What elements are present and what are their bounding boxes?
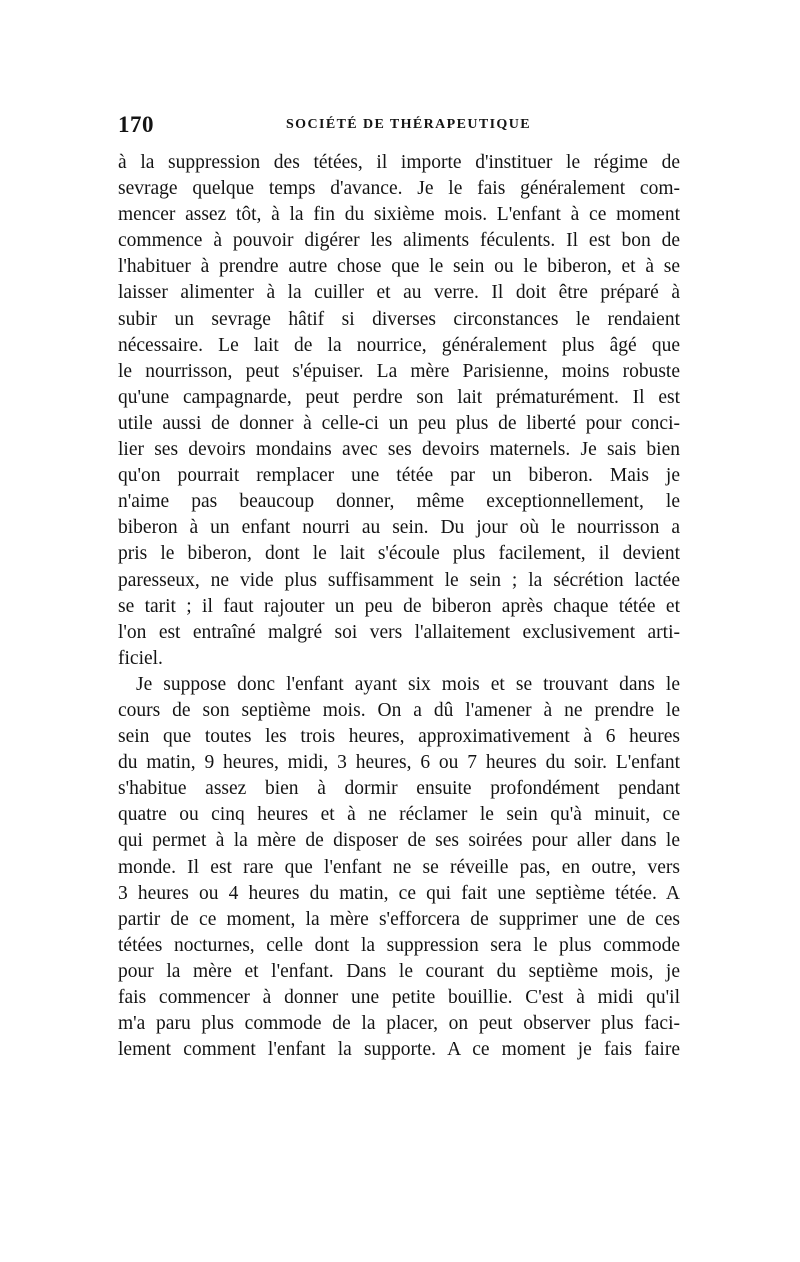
text-line: pris le biberon, dont le lait s'écoule plus facilement, il devient <box>118 543 680 565</box>
text-line: 3 heures ou 4 heures du matin, ce qui fait une septième tétée. A <box>118 882 680 904</box>
text-line: nécessaire. Le lait de la nourrice, généralement plus âgé que <box>118 334 680 356</box>
text-line: n'aime pas beaucoup donner, même exceptionnellement, le <box>118 491 680 513</box>
text-line: lement comment l'enfant la supporte. A ce moment je fais faire <box>118 1039 680 1061</box>
text-line: m'a paru plus commode de la placer, on peut observer plus faci- <box>118 1013 680 1035</box>
text-line: monde. Il est rare que l'enfant ne se réveille pas, en outre, vers <box>118 856 680 878</box>
text-line: l'on est entraîné malgré soi vers l'allaitement exclusivement arti- <box>118 621 680 643</box>
text-line: lier ses devoirs mondains avec ses devoirs maternels. Je sais bien <box>118 439 680 461</box>
text-line: l'habituer à prendre autre chose que le sein ou le biberon, et à se <box>118 256 680 278</box>
text-line: commence à pouvoir digérer les aliments féculents. Il est bon de <box>118 230 680 252</box>
text-line: mencer assez tôt, à la fin du sixième mois. L'enfant à ce moment <box>118 204 680 226</box>
text-line: se tarit ; il faut rajouter un peu de biberon après chaque tétée et <box>118 595 680 617</box>
text-line: tétées nocturnes, celle dont la suppression sera le plus commode <box>118 934 680 956</box>
text-line: fais commencer à donner une petite bouillie. C'est à midi qu'il <box>118 987 680 1008</box>
text-line: à la suppression des tétées, il importe d'instituer le régime de <box>118 152 680 173</box>
text-line: paresseux, ne vide plus suffisamment le sein ; la sécrétion lactée <box>118 569 680 591</box>
text-line: quatre ou cinq heures et à ne réclamer le sein qu'à minuit, ce <box>118 804 680 826</box>
text-line: partir de ce moment, la mère s'efforcera de supprimer une de ces <box>118 908 680 930</box>
page-number: 170 <box>118 112 154 137</box>
text-line: subir un sevrage hâtif si diverses circonstances le rendaient <box>118 308 680 330</box>
page-header <box>118 112 680 142</box>
text-line: le nourrisson, peut s'épuiser. La mère Parisienne, moins robuste <box>118 360 680 382</box>
text-line: pour la mère et l'enfant. Dans le courant du septième mois, je <box>118 960 680 982</box>
text-line: utile aussi de donner à celle-ci un peu plus de liberté pour conci- <box>118 412 680 434</box>
text-line-paragraph-start: Je suppose donc l'enfant ayant six mois et se trouvant dans le <box>136 673 680 695</box>
body-text <box>118 150 680 1063</box>
text-line: qu'on pourrait remplacer une tétée par un biberon. Mais je <box>118 465 680 487</box>
text-line-paragraph-end: ficiel. <box>118 647 163 669</box>
text-line: du matin, 9 heures, midi, 3 heures, 6 ou 7 heures du soir. L'enfant <box>118 752 680 774</box>
text-line: biberon à un enfant nourri au sein. Du jour où le nourrisson a <box>118 517 680 539</box>
text-line: laisser alimenter à la cuiller et au verre. Il doit être préparé à <box>118 282 680 304</box>
text-line: qui permet à la mère de disposer de ses soirées pour aller dans le <box>118 830 680 852</box>
running-title: SOCIÉTÉ DE THÉRAPEUTIQUE <box>286 117 531 132</box>
text-line: s'habitue assez bien à dormir ensuite profondément pendant <box>118 778 680 800</box>
text-line: cours de son septième mois. On a dû l'amener à ne prendre le <box>118 699 680 721</box>
text-line: sevrage quelque temps d'avance. Je le fais généralement com- <box>118 178 680 200</box>
text-line: sein que toutes les trois heures, approximativement à 6 heures <box>118 726 680 748</box>
text-line: qu'une campagnarde, peut perdre son lait prématurément. Il est <box>118 386 680 408</box>
